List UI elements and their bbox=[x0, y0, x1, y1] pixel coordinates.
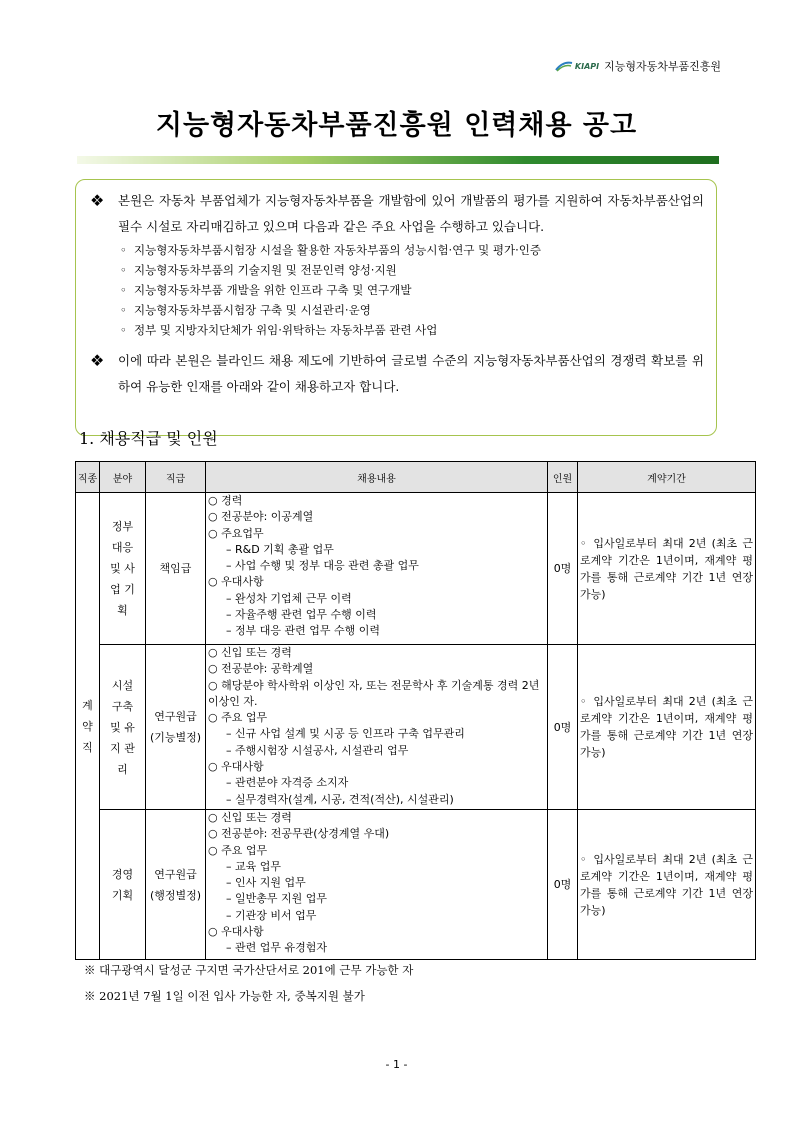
title-divider bbox=[77, 156, 719, 164]
header-count: 인원 bbox=[548, 462, 578, 493]
business-item: ◦ 지능형자동차부품시험장 시설을 활용한 자동차부품의 성능시험·연구 및 평가·인증 bbox=[118, 240, 704, 260]
business-item: ◦ 지능형자동차부품시험장 구축 및 시설관리·운영 bbox=[118, 300, 704, 320]
table-header-row bbox=[76, 462, 756, 493]
intro-paragraph-2: ❖ 이에 따라 본원은 블라인드 채용 제도에 기반하여 글로벌 수준의 지능형자동차부품산업의 경쟁력 확보를 위하여 유능한 인재를 아래와 같이 채용하고자 합니다. bbox=[88, 348, 704, 400]
business-item: ◦ 지능형자동차부품 개발을 위한 인프라 구축 및 연구개발 bbox=[118, 280, 704, 300]
grade-cell: 연구원급 (기능별정) bbox=[146, 645, 206, 810]
field-cell: 정부 대응 및 사업 기획 bbox=[100, 493, 146, 645]
swoosh-icon bbox=[555, 60, 573, 72]
recruitment-table bbox=[75, 461, 756, 960]
business-item: ◦ 정부 및 지방자치단체가 위임·위탁하는 자동차부품 관련 사업 bbox=[118, 320, 704, 340]
diamond-bullet-icon: ❖ bbox=[90, 351, 105, 370]
count-cell: 0명 bbox=[548, 810, 578, 960]
content-cell: ○ 신입 또는 경력 ○ 전공분야: 공학계열 ○ 해당분야 학사학위 이상인 자, 또는 전문학사 후 기술계통 경력 2년 이상인 자. ○ 주요 업무 – 신규 사업 설계 및 시공 등 인프라 구축 업무관리 – 주행시험장 시설공사, 시설관리 업무 ○ 우대사항 – 관련분야 자격증 소지자 – 실무경력자(설계, 시공, 견적(적산), 시설관리) bbox=[206, 645, 548, 810]
content-cell: ○ 신입 또는 경력 ○ 전공분야: 전공무관(상경계열 우대) ○ 주요 업무 – 교육 업무 – 인사 지원 업무 – 일반총무 지원 업무 – 기관장 비서 업무 ○ 우대사항 – 관련 업무 유경험자 bbox=[206, 810, 548, 960]
job-type-cell: 계약직 bbox=[76, 493, 100, 960]
header-grade: 직급 bbox=[146, 462, 206, 493]
field-cell: 시설 구축 및 유지 관리 bbox=[100, 645, 146, 810]
content-cell: ○ 경력 ○ 전공분야: 이공계열 ○ 주요업무 – R&D 기획 총괄 업무 – 사업 수행 및 정부 대응 관련 총괄 업무 ○ 우대사항 – 완성차 기업체 근무 이력 – 자율주행 관련 업무 수행 이력 – 정부 대응 관련 업무 수행 이력 bbox=[206, 493, 548, 645]
kiapi-logo-mark: KIAPI bbox=[555, 60, 599, 72]
page-number: - 1 - bbox=[385, 1058, 408, 1071]
header-period: 계약기간 bbox=[578, 462, 756, 493]
count-cell: 0명 bbox=[548, 493, 578, 645]
page-title: 지능형자동차부품진흥원 인력채용 공고 bbox=[155, 110, 638, 141]
grade-cell: 연구원급 (행정별정) bbox=[146, 810, 206, 960]
grade-cell: 책임급 bbox=[146, 493, 206, 645]
intro-paragraph-1: ❖ 본원은 자동차 부품업체가 지능형자동차부품을 개발함에 있어 개발품의 평가를 지원하여 자동차부품산업의 필수 시설로 자리매김하고 있으며 다음과 같은 주요 사업을 수행하고 있습니다. bbox=[88, 188, 704, 240]
kiapi-logo bbox=[555, 58, 721, 74]
business-item: ◦ 지능형자동차부품의 기술지원 및 전문인력 양성·지원 bbox=[118, 260, 704, 280]
note-work-location: ※ 대구광역시 달성군 구지면 국가산단서로 201에 근무 가능한 자 bbox=[84, 963, 414, 977]
table-row bbox=[76, 493, 756, 645]
note-start-date: ※ 2021년 7월 1일 이전 입사 가능한 자, 중복지원 불가 bbox=[84, 989, 365, 1003]
table-row bbox=[76, 645, 756, 810]
diamond-bullet-icon: ❖ bbox=[90, 191, 105, 210]
period-cell: ◦ 입사일로부터 최대 2년 (최초 근로계약 기간은 1년이며, 재계약 평가를 통해 근로계약 기간 1년 연장 가능) bbox=[578, 810, 756, 960]
header-content: 채용내용 bbox=[206, 462, 548, 493]
header-type: 직종 bbox=[76, 462, 100, 493]
header-field: 분야 bbox=[100, 462, 146, 493]
count-cell: 0명 bbox=[548, 645, 578, 810]
business-list bbox=[88, 240, 704, 340]
section-title: 1. 채용직급 및 인원 bbox=[79, 429, 218, 448]
intro-box bbox=[75, 179, 717, 436]
period-cell: ◦ 입사일로부터 최대 2년 (최초 근로계약 기간은 1년이며, 재계약 평가를 통해 근로계약 기간 1년 연장 가능) bbox=[578, 493, 756, 645]
field-cell: 경영 기획 bbox=[100, 810, 146, 960]
logo-text: 지능형자동차부품진흥원 bbox=[604, 60, 721, 73]
table-row bbox=[76, 810, 756, 960]
period-cell: ◦ 입사일로부터 최대 2년 (최초 근로계약 기간은 1년이며, 재계약 평가를 통해 근로계약 기간 1년 연장 가능) bbox=[578, 645, 756, 810]
